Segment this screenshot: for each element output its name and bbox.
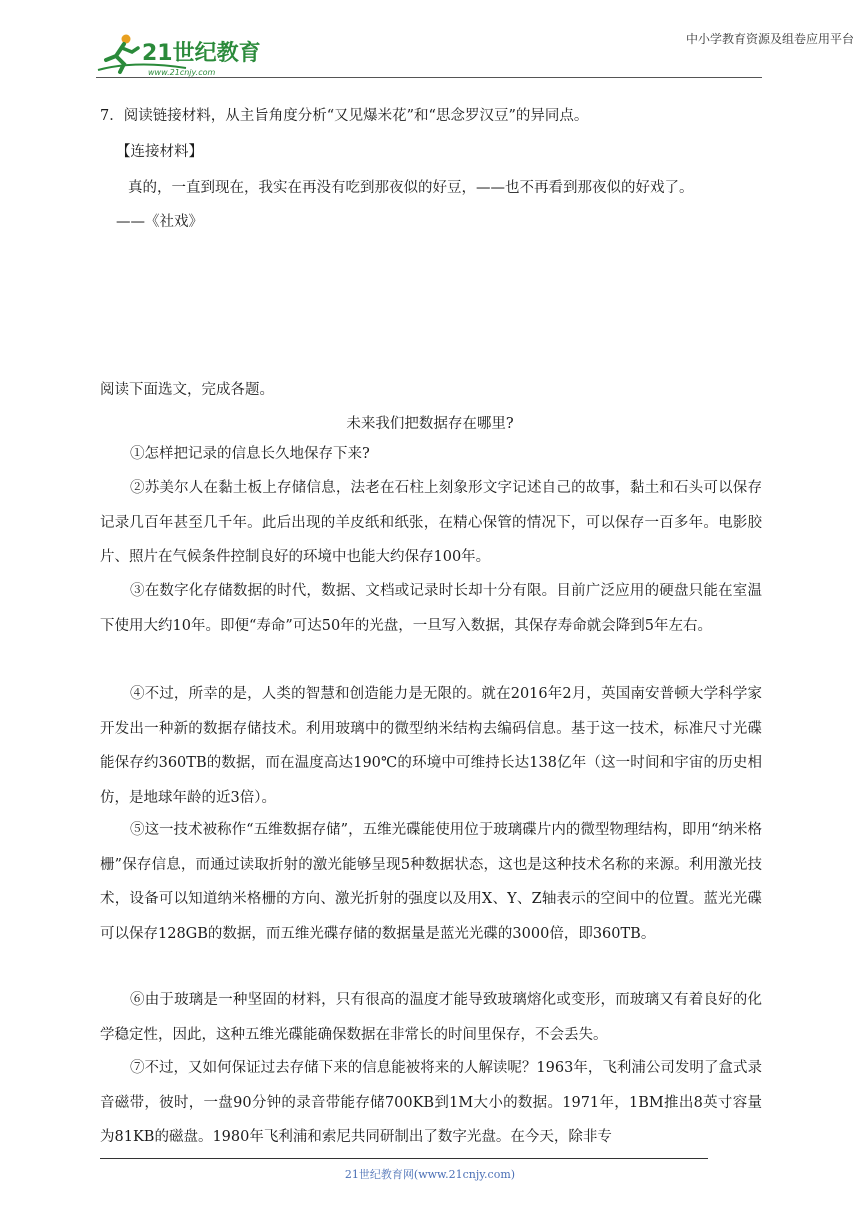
link-material-quote: 真的，一直到现在，我实在再没有吃到那夜似的好豆，——也不再看到那夜似的好戏了。 — [128, 180, 694, 196]
svg-text:21世纪教育: 21世纪教育 — [142, 41, 261, 66]
paragraph-7: ⑦不过，又如何保证过去存储下来的信息能被将来的人解读呢？1963年，飞利浦公司发明了盒式录音磁带，彼时，一盘90分钟的录音带能存储700KB到1M大小的数据。1971年，1BM推出8英寸容量为81KB的磁盘。1980年飞利浦和索尼共同研制出了数字光盘。在今天，除非专 — [100, 1060, 762, 1145]
header-platform-text: 中小学教育资源及组卷应用平台 — [685, 32, 854, 46]
paragraph-2: ②苏美尔人在黏土板上存储信息，法老在石柱上刻象形文字记述自己的故事，黏土和石头可以保存记录几百年甚至几千年。此后出现的羊皮纸和纸张，在精心保管的情况下，可以保存一百多年。电影胶片、照片在气候条件控制良好的环境中也能大约保存100年。 — [100, 480, 762, 565]
svg-text:www.21cnjy.com: www.21cnjy.com — [148, 68, 216, 77]
logo — [96, 30, 266, 78]
reading-instruction: 阅读下面选文，完成各题。 — [100, 382, 274, 398]
footer-text: 21世纪教育网(www.21cnjy.com) — [344, 1168, 516, 1181]
page-header — [96, 30, 762, 78]
footer-divider — [100, 1158, 708, 1159]
question-7: 7．阅读链接材料，从主旨角度分析“又见爆米花”和“思念罗汉豆”的异同点。 — [100, 108, 589, 124]
article-title: 未来我们把数据存在哪里? — [346, 416, 514, 432]
link-material-source: ——《社戏》 — [116, 214, 203, 230]
paragraph-3: ③在数字化存储数据的时代，数据、文档或记录时长却十分有限。目前广泛应用的硬盘只能在室温下使用大约10年。即便“寿命”可达50年的光盘，一旦写入数据，其保存寿命就会降到5年左右。 — [100, 583, 762, 634]
paragraph-1: ①怎样把记录的信息长久地保存下来? — [130, 446, 370, 462]
header-divider — [96, 77, 762, 78]
paragraph-6: ⑥由于玻璃是一种坚固的材料，只有很高的温度才能导致玻璃熔化或变形，而玻璃又有着良好的化学稳定性，因此，这种五维光碟能确保数据在非常长的时间里保存，不会丢失。 — [100, 992, 762, 1043]
paragraph-4: ④不过，所幸的是，人类的智慧和创造能力是无限的。就在2016年2月，英国南安普顿大学科学家开发出一种新的数据存储技术。利用玻璃中的微型纳米结构去编码信息。基于这一技术，标准尺寸光碟能保存约360TB的数据，而在温度高达190℃的环境中可维持长达138亿年（这一时间和宇宙的历史相仿，是地球年龄的近3倍）。 — [100, 686, 762, 806]
paragraph-5: ⑤这一技术被称作“五维数据存储”，五维光碟能使用位于玻璃碟片内的微型物理结构，即用“纳米格栅”保存信息，而通过读取折射的激光能够呈现5种数据状态，这也是这种技术名称的来源。利用激光技术，设备可以知道纳米格栅的方向、激光折射的强度以及用X、Y、Z轴表示的空间中的位置。蓝光光碟可以保存128GB的数据，而五维光碟存储的数据量是蓝光光碟的3000倍，即360TB。 — [100, 822, 762, 942]
link-material-tag: 【连接材料】 — [116, 144, 203, 160]
